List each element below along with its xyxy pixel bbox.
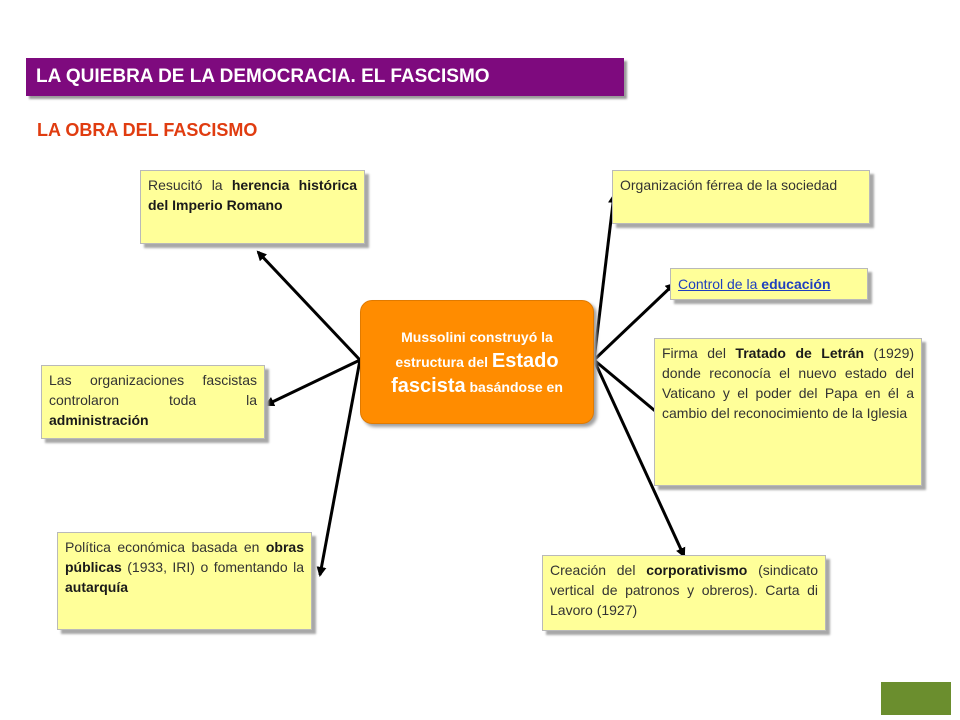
center-line-3b: basándose en <box>465 379 563 395</box>
box-educacion[interactable] <box>670 268 868 300</box>
economica-bold-2: autarquía <box>65 579 129 595</box>
educacion-text: Control de la <box>678 276 762 292</box>
box-imperio-romano <box>140 170 365 244</box>
educacion-bold: educación <box>761 276 831 292</box>
economica-text-2: (1933, IRI) o fomentando la <box>121 559 304 575</box>
central-node <box>360 300 594 424</box>
slide-title-text: LA QUIEBRA DE LA DEMOCRACIA. EL FASCISMO <box>36 66 490 87</box>
economica-bold-1: obras públicas <box>65 539 304 575</box>
box-politica-economica <box>57 532 312 630</box>
corporativismo-text-2: (sindicato vertical de patronos y obreros). Carta di Lavoro (1927) <box>550 562 818 618</box>
sociedad-text: Organización férrea de la sociedad <box>620 177 838 193</box>
corporativismo-text-1: Creación del <box>550 562 647 578</box>
letran-text-2: (1929) donde reconocía el nuevo estado del Vaticano y el poder del Papa en él a cambio del reconocimiento de la Iglesia <box>662 345 915 421</box>
next-slide-button[interactable] <box>881 682 951 715</box>
box-corporativismo <box>542 555 826 631</box>
center-line-1: Mussolini construyó la <box>401 329 553 345</box>
economica-text-1: Política económica basada en <box>65 539 266 555</box>
box-tratado-letran <box>654 338 922 486</box>
center-word-fascista: fascista <box>391 375 466 397</box>
organizaciones-bold: administración <box>49 412 149 428</box>
arrow-to-imperio <box>258 252 360 360</box>
imperio-text: Resucitó la <box>148 177 232 193</box>
arrow-to-organizaciones <box>266 360 360 405</box>
center-word-estado: Estado <box>491 350 559 372</box>
organizaciones-text: Las organizaciones fascistas controlaron toda la <box>49 372 257 408</box>
imperio-bold: herencia histórica del Imperio Romano <box>148 177 357 213</box>
educacion-link[interactable] <box>678 276 831 292</box>
letran-text-1: Firma del <box>662 345 736 361</box>
corporativismo-bold: corporativismo <box>646 562 748 578</box>
box-sociedad <box>612 170 870 224</box>
slide-subtitle: LA OBRA DEL FASCISMO <box>37 120 258 140</box>
center-line-2a: estructura del <box>395 354 492 370</box>
letran-bold: Tratado de Letrán <box>735 345 865 361</box>
arrow-to-sociedad <box>594 195 614 360</box>
arrow-to-economica <box>320 360 360 575</box>
box-organizaciones <box>41 365 265 439</box>
